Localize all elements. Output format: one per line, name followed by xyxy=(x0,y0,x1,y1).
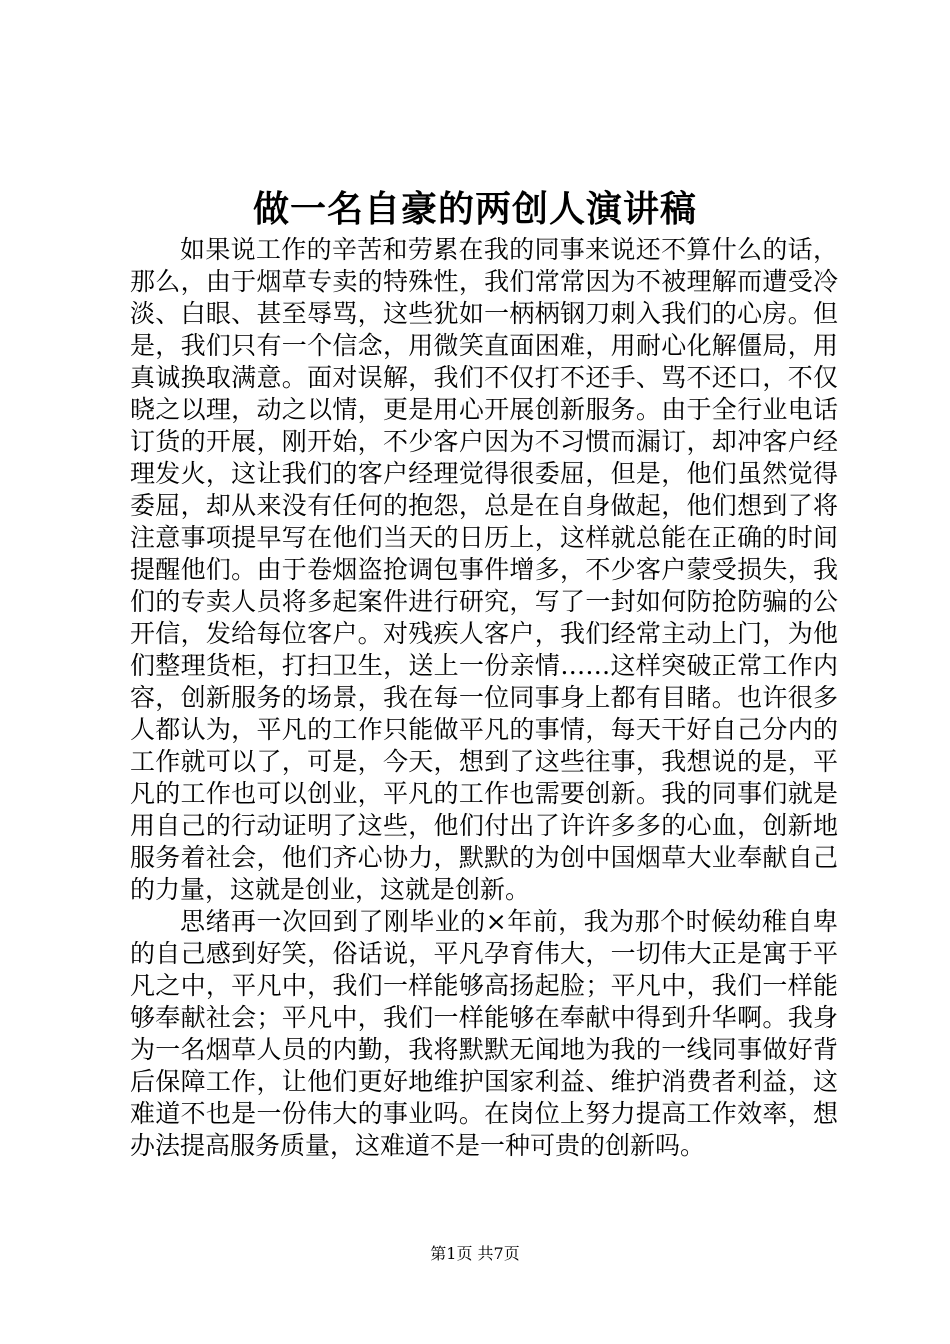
document-title: 做一名自豪的两创人演讲稿 xyxy=(252,188,697,230)
document-body xyxy=(130,234,838,1162)
paragraph: 如果说工作的辛苦和劳累在我的同事来说还不算什么的话，那么，由于烟草专卖的特殊性，我们常常因为不被理解而遭受冷淡、白眼、甚至辱骂，这些犹如一柄柄钢刀刺入我们的心房。但是，我们只有一个信念，用微笑直面困难，用耐心化解僵局，用真诚换取满意。面对误解，我们不仅打不还手、骂不还口，不仅晓之以理，动之以情，更是用心开展创新服务。由于全行业电话订货的开展，刚开始，不少客户因为不习惯而漏订，却冲客户经理发火，这让我们的客户经理觉得很委屈，但是，他们虽然觉得委屈，却从来没有任何的抱怨，总是在自身做起，他们想到了将注意事项提早写在他们当天的日历上，这样就总能在正确的时间提醒他们。由于卷烟盗抢调包事件增多，不少客户蒙受损失，我们的专卖人员将多起案件进行研究，写了一封如何防抢防骗的公开信，发给每位客户。对残疾人客户，我们经常主动上门，为他们整理货柜，打扫卫生，送上一份亲情……这样突破正常工作内容，创新服务的场景，我在每一位同事身上都有目睹。也许很多人都认为，平凡的工作只能做平凡的事情，每天干好自己分内的工作就可以了，可是，今天，想到了这些往事，我想说的是，平凡的工作也可以创业，平凡的工作也需要创新。我的同事们就是用自己的行动证明了这些，他们付出了许许多多的心血，创新地服务着社会，他们齐心协力，默默的为创中国烟草大业奉献自己的力量，这就是创业，这就是创新。 xyxy=(130,235,838,904)
paragraph: 思绪再一次回到了刚毕业的×年前，我为那个时候幼稚自卑的自己感到好笑，俗话说，平凡孕育伟大，一切伟大正是寓于平凡之中，平凡中，我们一样能够高扬起脸；平凡中，我们一样能够奉献社会；平凡中，我们一样能够在奉献中得到升华啊。我身为一名烟草人员的内勤，我将默默无闻地为我的一线同事做好背后保障工作，让他们更好地维护国家利益、维护消费者利益，这难道不也是一份伟大的事业吗。在岗位上努力提高工作效率，想办法提高服务质量，这难道不是一种可贵的创新吗。 xyxy=(130,907,838,1160)
page-footer: 第1页 共7页 xyxy=(430,1244,520,1263)
